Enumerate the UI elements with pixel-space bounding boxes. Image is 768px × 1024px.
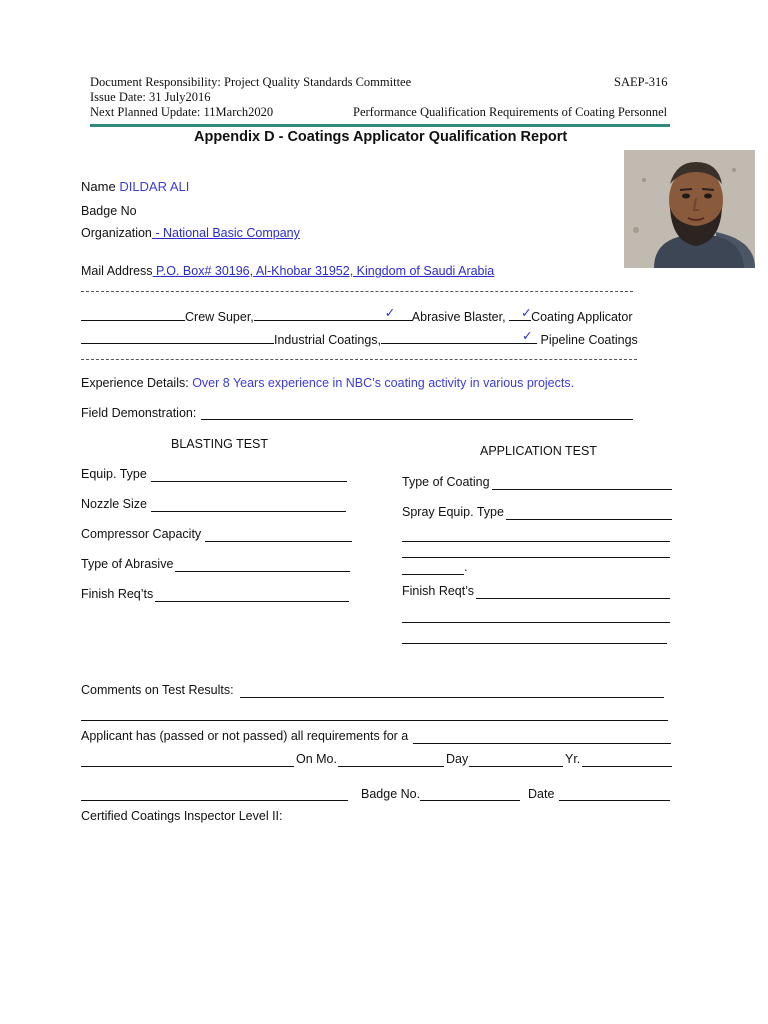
- name-value: DILDAR ALI: [119, 179, 190, 194]
- coating-applicator-label: Coating Applicator: [531, 310, 633, 324]
- month-line[interactable]: [338, 766, 444, 767]
- equip-type-label: Equip. Type: [81, 467, 147, 481]
- abrasive-blaster-label: Abrasive Blaster,: [411, 310, 506, 324]
- mail-value: P.O. Box# 30196, Al-Khobar 31952, Kingdom of Saudi Arabia: [152, 264, 495, 278]
- experience-row: [81, 376, 574, 390]
- day-label: Day: [446, 752, 469, 766]
- spray-equip-line[interactable]: [506, 519, 672, 520]
- day-line[interactable]: [469, 766, 563, 767]
- doc-id: SAEP-316: [614, 75, 668, 89]
- issue-date: Issue Date: 31 July2016: [90, 90, 211, 104]
- badge-no-line[interactable]: [420, 800, 520, 801]
- blasting-finish-line[interactable]: [155, 601, 349, 602]
- crew-super-label: Crew Super,: [185, 310, 254, 324]
- application-line-1[interactable]: [402, 541, 670, 542]
- on-mo-line[interactable]: [81, 766, 294, 767]
- industrial-coatings-label: Industrial Coatings,: [274, 333, 382, 347]
- applicant-result-text: Applicant has (passed or not passed) all requirements for a: [81, 729, 409, 743]
- organization-row: [81, 226, 300, 240]
- mail-label: Mail Address: [81, 264, 153, 278]
- comments-line-1[interactable]: [240, 697, 664, 698]
- application-line-3[interactable]: [402, 574, 464, 575]
- badge-label: Badge No: [81, 204, 137, 218]
- pipeline-coatings-blank[interactable]: [381, 331, 537, 344]
- crew-super-blank[interactable]: [81, 308, 185, 321]
- comments-label: Comments on Test Results:: [81, 683, 234, 697]
- abrasive-line[interactable]: [175, 571, 350, 572]
- applicant-photo: [624, 150, 755, 268]
- category-row-1: [81, 308, 633, 324]
- industrial-coatings-blank[interactable]: [81, 331, 274, 344]
- equip-type-line[interactable]: [151, 481, 347, 482]
- dashed-divider-bottom: [81, 359, 637, 360]
- application-finish-label: Finish Reqt’s: [402, 584, 475, 598]
- check-icon: ✓: [521, 306, 532, 320]
- blasting-heading: BLASTING TEST: [171, 437, 269, 451]
- next-planned-update: Next Planned Update: 11March2020: [90, 105, 274, 119]
- requirements-line[interactable]: [413, 743, 671, 744]
- mail-row: [81, 264, 494, 278]
- portrait-image: [624, 150, 755, 268]
- application-finish-line[interactable]: [476, 598, 670, 599]
- nozzle-size-label: Nozzle Size: [81, 497, 147, 511]
- header-rule: [90, 124, 670, 127]
- coating-applicator-blank[interactable]: [509, 308, 531, 321]
- name-label: Name: [81, 179, 116, 194]
- blasting-finish-label: Finish Req’ts: [81, 587, 154, 601]
- abrasive-blaster-blank[interactable]: [254, 308, 412, 321]
- name-row: [81, 179, 189, 194]
- doc-responsibility: Document Responsibility: Project Quality Standards Committee: [90, 75, 412, 89]
- field-demo-label: Field Demonstration:: [81, 406, 197, 420]
- dashed-divider-top: [81, 291, 633, 292]
- spray-equip-label: Spray Equip. Type: [402, 505, 504, 519]
- date-line[interactable]: [559, 800, 670, 801]
- field-demo-line[interactable]: [201, 419, 633, 420]
- coating-type-line[interactable]: [492, 489, 672, 490]
- organization-value: - National Basic Company: [151, 226, 300, 240]
- application-line-5[interactable]: [402, 643, 667, 644]
- page-title: Appendix D - Coatings Applicator Qualification Report: [194, 129, 568, 145]
- yr-label: Yr.: [565, 752, 581, 766]
- date-label: Date: [528, 787, 555, 801]
- abrasive-label: Type of Abrasive: [81, 557, 174, 571]
- badge-no-label: Badge No.: [361, 787, 421, 801]
- experience-value: Over 8 Years experience in NBC’s coating activity in various projects.: [192, 376, 575, 390]
- inspector-signature-line[interactable]: [81, 800, 348, 801]
- category-row-2: [81, 331, 638, 347]
- experience-label: Experience Details:: [81, 376, 189, 390]
- application-heading: APPLICATION TEST: [480, 444, 597, 458]
- application-line-4[interactable]: [402, 622, 670, 623]
- application-line-2[interactable]: [402, 557, 670, 558]
- doc-title: Performance Qualification Requirements of Coating Personnel: [353, 105, 668, 119]
- on-mo-label: On Mo.: [296, 752, 337, 766]
- inspector-label: Certified Coatings Inspector Level II:: [81, 809, 283, 823]
- compressor-line[interactable]: [205, 541, 352, 542]
- comments-line-2[interactable]: [81, 720, 668, 721]
- check-icon: ✓: [384, 306, 396, 320]
- year-line[interactable]: [582, 766, 672, 767]
- check-icon: ✓: [522, 329, 533, 343]
- compressor-label: Compressor Capacity: [81, 527, 202, 541]
- nozzle-size-line[interactable]: [151, 511, 346, 512]
- pipeline-coatings-label: Pipeline Coatings: [537, 333, 638, 347]
- organization-label: Organization: [81, 226, 152, 240]
- application-period: .: [464, 560, 468, 574]
- coating-type-label: Type of Coating: [402, 475, 490, 489]
